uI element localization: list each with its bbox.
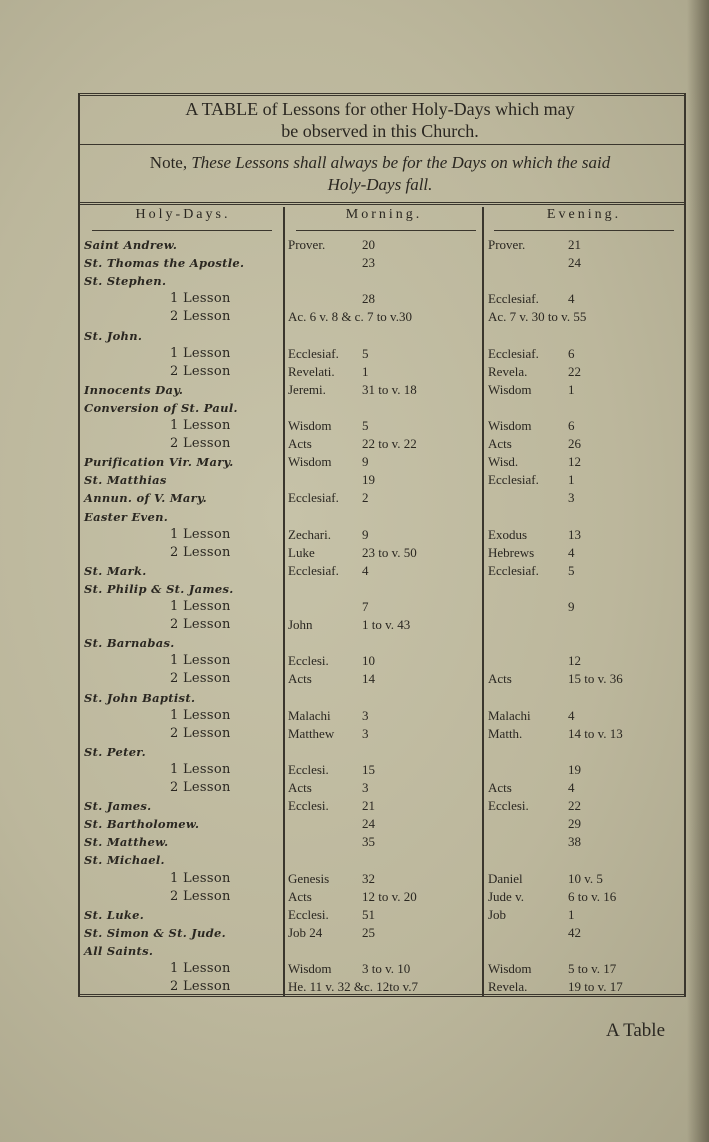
evening-chapter: 38 [568,834,581,850]
evening-chapter: 1 [568,381,575,397]
holy-day-name: St. James. [84,799,152,814]
morning-chapter: 20 [362,237,375,252]
morning-book: Ac. 6 v. 8 & c. 7 to v.30 [288,309,412,325]
table-row [84,815,682,833]
evening-chapter: 42 [568,924,581,940]
morning-chapter: 3 [362,780,369,795]
evening-chapter: 9 [568,599,575,614]
holy-day-name: St. John Baptist. [84,690,196,705]
table-row [84,670,682,688]
lesson-number: 1 Lesson [170,870,231,886]
table-row [84,562,682,580]
morning-book: Matthew [288,725,335,741]
morning-book: Acts [288,436,312,452]
morning-chapter: 23 [362,255,375,271]
morning-book: Zechari. [288,526,331,542]
table-row [84,489,682,507]
lesson-number: 2 Lesson [170,436,231,452]
note-label: Note, [149,153,188,172]
evening-book: Ecclesiaf. [488,472,539,488]
morning-chapter: 1 [362,363,369,379]
evening-book: Ecclesiaf. [488,291,539,307]
header-top-rule [78,202,684,205]
morning-book: Ecclesi. [288,798,329,814]
title-line-2: be observed in this Church. [281,121,479,141]
morning-book: Ecclesi. [288,653,329,669]
morning-chapter: 12 to v. 20 [362,888,417,904]
morning-book: Genesis [288,870,330,886]
lesson-number: 1 Lesson [170,707,231,723]
morning-chapter: 7 [362,599,369,614]
title-line-1: A TABLE of Lessons for other Holy-Days which may [185,99,575,119]
table-row [84,652,682,670]
evening-chapter: 10 v. 5 [568,870,603,886]
morning-book: Ecclesi. [288,906,329,922]
table-row [84,634,682,652]
evening-book: Wisdom [488,418,532,433]
table-row [84,924,682,942]
table-row [84,363,682,381]
evening-book: Revela. [488,979,528,995]
morning-book: He. 11 v. 32 &c. 12to v.7 [288,979,418,995]
lesson-number: 1 Lesson [170,345,231,361]
header-morning: Morning. [345,207,423,222]
table-row [84,471,682,489]
holy-day-name: Annun. of V. Mary. [84,491,207,506]
morning-chapter: 1 to v. 43 [362,617,411,633]
morning-book: Malachi [288,707,331,723]
evening-chapter: 22 [568,798,581,814]
lesson-number: 1 Lesson [170,961,231,976]
table-row [84,254,682,272]
table-row [84,598,682,616]
table-row [84,399,682,417]
morning-book: Acts [288,780,312,795]
table-row [84,435,682,453]
evening-book: Prover. [488,237,526,252]
evening-book: Acts [488,671,512,687]
holy-day-name: St. Luke. [84,907,145,922]
evening-chapter: 29 [568,816,581,832]
evening-chapter: 4 [568,544,575,560]
holy-day-name: St. Mark. [84,563,147,578]
evening-book: Jude v. [488,888,524,904]
table-row [84,779,682,797]
morning-book: Ecclesi. [288,761,329,777]
holy-day-name: St. Peter. [84,744,146,759]
header-underline-holy-days [92,230,272,231]
morning-chapter: 4 [362,562,369,578]
table-row [84,906,682,924]
evening-chapter: 19 [568,761,581,777]
evening-chapter: 21 [568,237,581,252]
evening-chapter: 4 [568,291,575,307]
evening-chapter: 12 [568,454,581,470]
evening-chapter: 15 to v. 36 [568,671,623,687]
morning-chapter: 3 [362,725,369,741]
table-row [84,689,682,707]
evening-book: Wisdom [488,381,532,397]
table-row [84,797,682,815]
evening-book: Daniel [488,870,523,886]
lesson-number: 2 Lesson [170,309,231,325]
evening-book: Ecclesi. [488,798,529,814]
evening-chapter: 13 [568,526,581,542]
header-underline-evening [494,230,674,231]
evening-chapter: 22 [568,363,581,379]
header-evening: Evening. [546,207,622,222]
morning-chapter: 21 [362,798,375,814]
table-row [84,453,682,471]
morning-book: Wisdom [288,961,332,976]
morning-book: Ecclesiaf. [288,490,339,506]
evening-book: Ecclesiaf. [488,562,539,578]
morning-book: Jeremi. [288,381,326,397]
table-row [84,508,682,526]
morning-book: Wisdom [288,418,332,433]
note-text-1: These Lessons shall always be for the Days on which the said [191,153,611,172]
morning-book: Ecclesiaf. [288,562,339,578]
table-row [84,345,682,363]
evening-book: Exodus [488,526,527,542]
book-spine-shadow [687,0,709,1142]
lesson-number: 1 Lesson [170,761,231,777]
lesson-number: 2 Lesson [170,725,231,741]
header-underline-morning [296,230,476,231]
lesson-number: 2 Lesson [170,888,231,904]
lesson-number: 1 Lesson [170,291,231,307]
evening-chapter: 3 [568,490,575,506]
evening-book: Malachi [488,707,531,723]
morning-chapter: 2 [362,490,369,506]
header-holy-days: Holy-Days. [135,207,231,222]
lesson-number: 1 Lesson [170,653,231,669]
evening-chapter: 1 [568,472,575,488]
evening-book: Wisd. [488,454,519,470]
table-row [84,960,682,978]
table-row [84,308,682,326]
lesson-number: 2 Lesson [170,780,231,795]
evening-book: Acts [488,436,512,452]
evening-chapter: 1 [568,906,575,922]
evening-chapter: 5 [568,562,575,578]
table-row [84,526,682,544]
evening-book: Matth. [488,725,523,741]
morning-chapter: 31 to v. 18 [362,381,417,397]
table-row [84,544,682,562]
morning-chapter: 35 [362,834,375,850]
morning-chapter: 9 [362,454,369,470]
evening-chapter: 6 [568,345,575,361]
lesson-number: 1 Lesson [170,526,231,542]
holy-day-name: All Saints. [84,943,154,958]
morning-chapter: 22 to v. 22 [362,436,417,452]
table-row [84,761,682,779]
table-row [84,833,682,851]
morning-book: Job 24 [288,924,323,940]
holy-day-name: St. Matthias [84,473,167,488]
table-row [84,942,682,960]
table-row [84,616,682,634]
morning-chapter: 10 [362,653,375,669]
morning-chapter: 25 [362,924,375,940]
table-row [84,381,682,399]
morning-chapter: 5 [362,418,369,433]
holy-day-name: Innocents Day. [84,382,184,397]
lesson-number: 1 Lesson [170,418,231,433]
table-row [84,870,682,888]
evening-chapter: 4 [568,707,575,723]
table-row [84,725,682,743]
table-row [84,580,682,598]
morning-chapter: 51 [362,906,375,922]
evening-chapter: 6 [568,418,575,433]
table-row [84,272,682,290]
bottom-rule [78,994,684,997]
note-text-2: Holy-Days fall. [327,175,433,194]
table-row [84,707,682,725]
evening-chapter: 24 [568,255,581,271]
holy-day-name: St. Stephen. [84,274,167,289]
table-row [84,236,682,254]
evening-book: Hebrews [488,544,535,560]
table-row [84,327,682,345]
title-rule [78,144,684,145]
holy-day-name: St. John. [84,328,143,343]
morning-chapter: 19 [362,472,375,488]
evening-book: Ecclesiaf. [488,345,539,361]
morning-book: John [288,617,313,633]
morning-chapter: 15 [362,761,375,777]
note-line-2 [80,174,680,196]
evening-chapter: 26 [568,436,581,452]
morning-book: Luke [288,544,315,560]
morning-book: Acts [288,671,312,687]
holy-day-name: St. Matthew. [84,835,169,850]
evening-chapter: 4 [568,780,575,795]
evening-book: Ac. 7 v. 30 to v. 55 [488,309,587,325]
morning-book: Acts [288,888,312,904]
lesson-number: 2 Lesson [170,617,231,633]
table-title [80,98,680,142]
lesson-number: 1 Lesson [170,599,231,614]
evening-book: Revela. [488,363,528,379]
morning-book: Ecclesiaf. [288,345,339,361]
table-row [84,290,682,308]
morning-chapter: 3 to v. 10 [362,961,411,976]
morning-chapter: 5 [362,345,369,361]
morning-chapter: 23 to v. 50 [362,544,417,560]
table-row [84,851,682,869]
morning-chapter: 14 [362,671,375,687]
holy-day-name: St. Thomas the Apostle. [84,256,245,271]
morning-chapter: 28 [362,291,375,307]
evening-chapter: 12 [568,653,581,669]
holy-day-name: Purification Vir. Mary. [84,455,234,470]
morning-book: Wisdom [288,454,332,470]
lesson-number: 2 Lesson [170,979,231,995]
evening-chapter: 14 to v. 13 [568,725,623,741]
table-row [84,743,682,761]
evening-chapter: 19 to v. 17 [568,979,623,995]
lesson-number: 2 Lesson [170,671,231,687]
holy-day-name: Conversion of St. Paul. [84,400,238,415]
evening-chapter: 5 to v. 17 [568,961,617,976]
evening-book: Wisdom [488,961,532,976]
catchword: A Table [606,1020,666,1041]
lesson-number: 2 Lesson [170,363,231,379]
evening-chapter: 6 to v. 16 [568,888,617,904]
morning-book: Prover. [288,237,326,252]
holy-day-name: Saint Andrew. [84,238,178,252]
holy-day-name: St. Bartholomew. [84,817,200,832]
table-row [84,417,682,435]
morning-book: Revelati. [288,363,335,379]
note-line-1 [80,152,680,174]
evening-book: Acts [488,780,512,795]
holy-day-name: Easter Even. [84,509,169,524]
morning-chapter: 32 [362,870,375,886]
holy-day-name: St. Michael. [84,853,165,868]
note [80,152,680,196]
holy-day-name: St. Simon & St. Jude. [84,925,226,940]
evening-book: Job [488,906,507,922]
morning-chapter: 24 [362,816,375,832]
morning-chapter: 9 [362,526,369,542]
lesson-number: 2 Lesson [170,544,231,560]
holy-day-name: St. Philip & St. James. [84,581,234,596]
table-row [84,888,682,906]
morning-chapter: 3 [362,707,369,723]
holy-day-name: St. Barnabas. [84,636,175,651]
